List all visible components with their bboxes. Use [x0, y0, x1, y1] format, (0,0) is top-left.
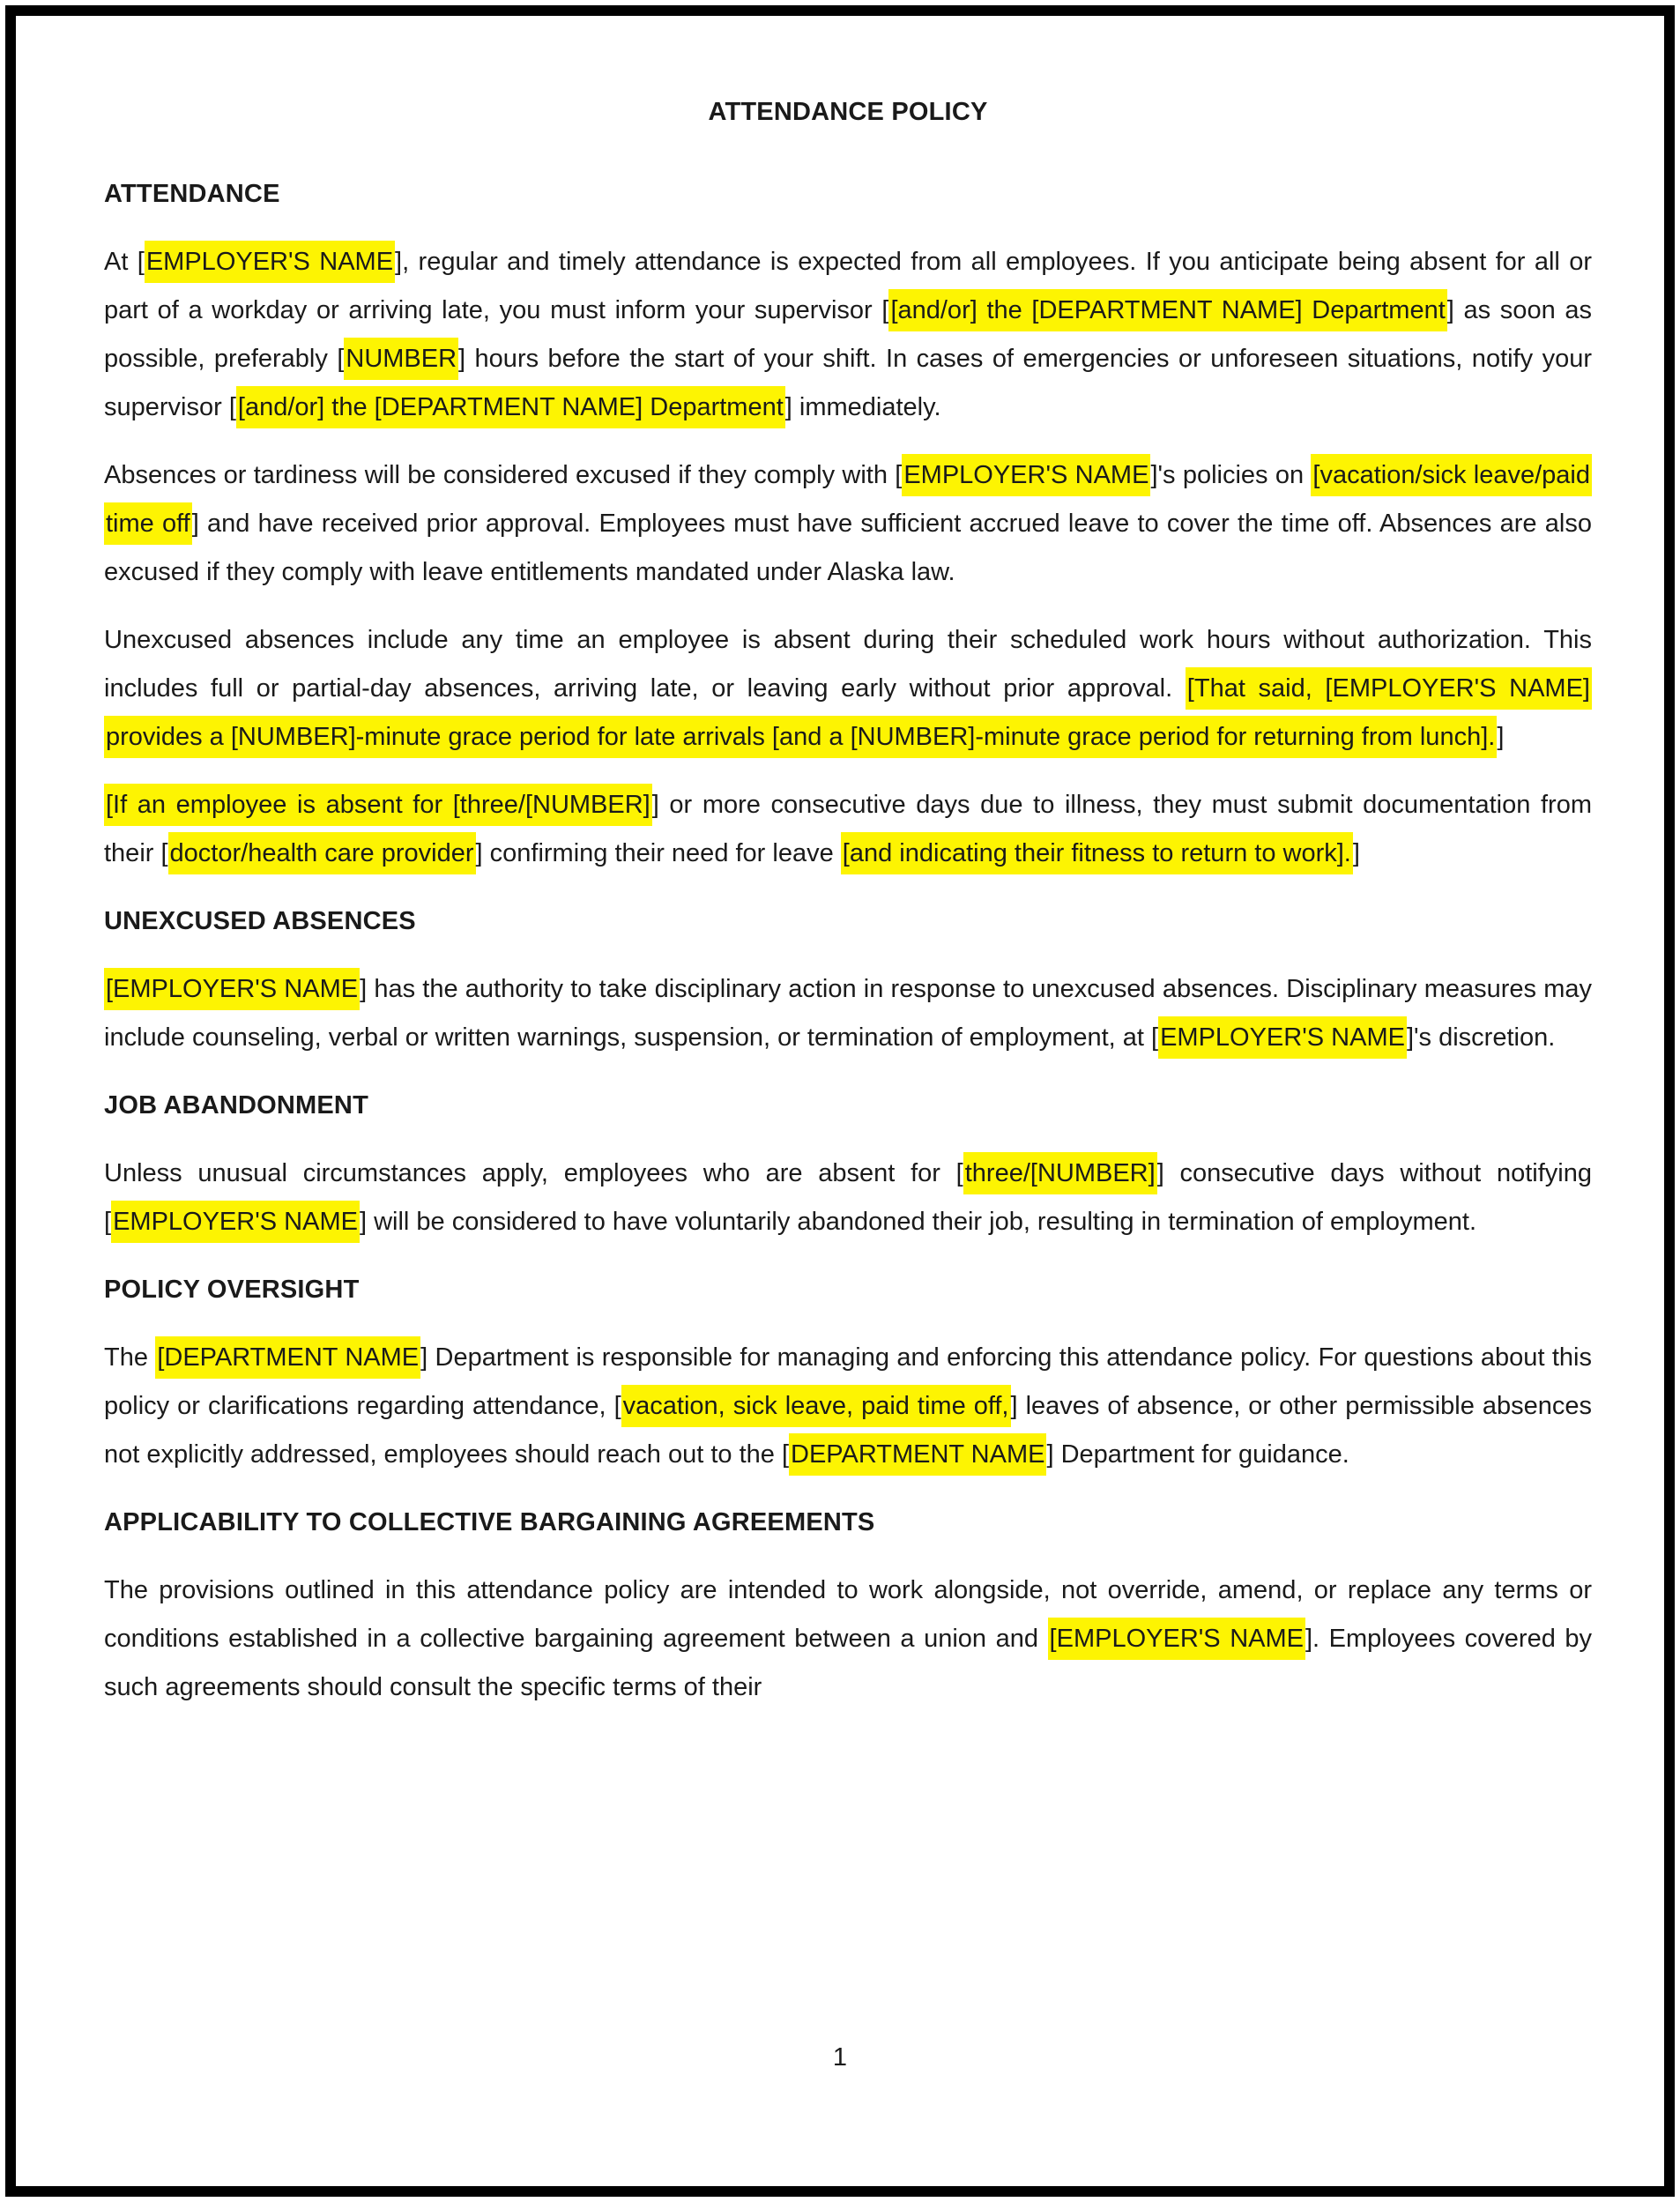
text-run: ] hours before the start of your shift. In cases of emergencies or unforeseen situations, notify your supervisor [ [104, 345, 1592, 421]
text-run: Unexcused absences include any time an employee is absent during their scheduled work hours without authorization. This includes full or partial-day absences, arriving late, or leaving early without prior approval. [104, 626, 1592, 703]
text-run: ]'s discretion. [1406, 1023, 1556, 1052]
document-body [104, 170, 1592, 1712]
text-run: ] [1497, 723, 1505, 751]
text-run: ]'s policies on [1150, 461, 1312, 489]
text-run: The [104, 1343, 156, 1372]
highlighted-placeholder: EMPLOYER'S NAME [145, 241, 395, 283]
page-number: 1 [832, 2043, 848, 2072]
highlighted-placeholder: vacation, sick leave, paid time off, [621, 1385, 1011, 1427]
text-run: ] Department is responsible for managing and enforcing this attendance policy. For questions about this policy or clarifications regarding attendance, [ [104, 1343, 1592, 1420]
highlighted-placeholder: [and/or] the [DEPARTMENT NAME] Department [236, 386, 785, 428]
text-run: ] Department for guidance. [1046, 1440, 1349, 1469]
section-heading: POLICY OVERSIGHT [104, 1276, 360, 1304]
text-run: ] and have received prior approval. Employees must have sufficient accrued leave to cover the time off. Absences are also excused if they comply with leave entitlements mandated under Alaska law. [104, 510, 1592, 586]
highlighted-placeholder: NUMBER [344, 338, 458, 380]
highlighted-placeholder: [DEPARTMENT NAME [155, 1336, 420, 1379]
text-run: Absences or tardiness will be considered excused if they comply with [ [104, 461, 903, 489]
text-run: ] or more consecutive days due to illness, they must submit documentation from their [ [104, 791, 1592, 867]
text-run: ] as soon as possible, preferably [ [104, 296, 1592, 373]
paragraph [104, 965, 1592, 1062]
text-run: ] immediately. [784, 393, 941, 421]
section-heading: APPLICABILITY TO COLLECTIVE BARGAINING AGREEMENTS [104, 1508, 875, 1536]
paragraph [104, 781, 1592, 878]
page-content [16, 16, 1664, 2186]
highlighted-placeholder: three/[NUMBER] [963, 1152, 1157, 1194]
paragraph [104, 1566, 1592, 1712]
highlighted-placeholder: doctor/health care provider [168, 832, 476, 874]
section-heading: UNEXCUSED ABSENCES [104, 907, 416, 935]
highlighted-placeholder: DEPARTMENT NAME [789, 1433, 1046, 1476]
text-run: ] confirming their need for leave [475, 839, 841, 867]
text-run: ] will be considered to have voluntarily abandoned their job, resulting in termination of employment. [359, 1208, 1477, 1236]
text-run: Unless unusual circumstances apply, employees who are absent for [ [104, 1159, 963, 1187]
highlighted-placeholder: EMPLOYER'S NAME [902, 454, 1150, 496]
paragraph [104, 451, 1592, 597]
text-run: ] consecutive days without notifying [ [104, 1159, 1592, 1236]
section-heading: JOB ABANDONMENT [104, 1091, 368, 1120]
text-run: ] has the authority to take disciplinary action in response to unexcused absences. Disciplinary measures may include counseling, verbal or written warnings, suspension, or termination of employment, at [ [104, 975, 1593, 1052]
highlighted-placeholder: [vacation/sick leave/paid time off [104, 454, 1592, 545]
highlighted-placeholder: [If an employee is absent for [three/[NUMBER] [104, 784, 652, 826]
highlighted-placeholder: EMPLOYER'S NAME [1158, 1016, 1407, 1059]
paragraph [104, 1334, 1592, 1479]
text-run: At [ [104, 248, 145, 276]
section-heading: ATTENDANCE [104, 180, 280, 208]
highlighted-placeholder: [That said, [EMPLOYER'S NAME] provides a [NUMBER]-minute grace period for late arrivals [and a [NUMBER]-minute grace period for returning from lunch]. [104, 667, 1592, 758]
highlighted-placeholder: [EMPLOYER'S NAME [104, 968, 360, 1010]
highlighted-placeholder: [EMPLOYER'S NAME [1048, 1618, 1305, 1660]
text-run: ], regular and timely attendance is expected from all employees. If you anticipate being absent for all or part of a workday or arriving late, you must inform your supervisor [ [104, 248, 1593, 324]
text-run: ] leaves of absence, or other permissible absences not explicitly addressed, employees should reach out to the [ [104, 1392, 1592, 1469]
highlighted-placeholder: [and indicating their fitness to return to work]. [841, 832, 1353, 874]
text-run: ] [1352, 839, 1360, 867]
paragraph [104, 616, 1592, 762]
highlighted-placeholder: [and/or] the [DEPARTMENT NAME] Department [888, 289, 1446, 331]
paragraph [104, 238, 1592, 432]
document-title: ATTENDANCE POLICY [708, 98, 988, 126]
text-run: The provisions outlined in this attendance policy are intended to work alongside, not override, amend, or replace any terms or conditions established in a collective bargaining agreement between a union and [104, 1576, 1592, 1653]
paragraph [104, 1149, 1592, 1246]
highlighted-placeholder: EMPLOYER'S NAME [111, 1201, 360, 1243]
text-run: ]. Employees covered by such agreements should consult the specific terms of their [104, 1625, 1593, 1701]
